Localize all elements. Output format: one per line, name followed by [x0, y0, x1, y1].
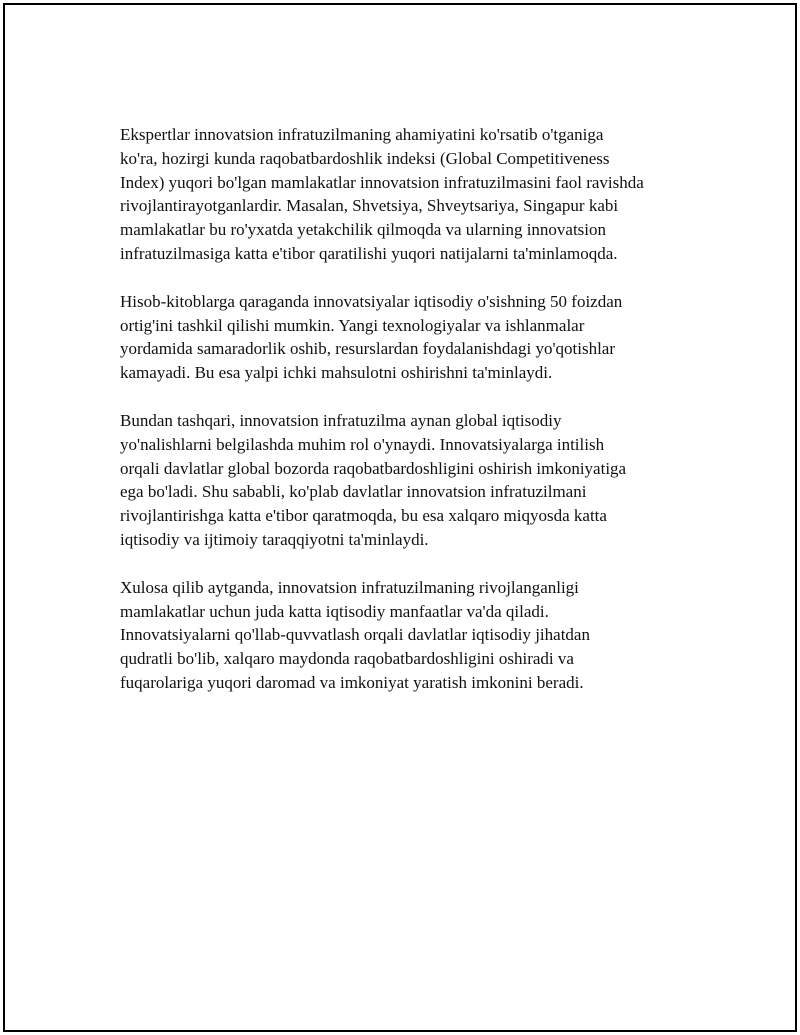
paragraph-3: Bundan tashqari, innovatsion infratuzilma aynan global iqtisodiy yo'nalishlarni belgilashda muhim rol o'ynaydi. Innovatsiyalarga intilish orqali davlatlar global bozorda raqobatbardoshligini oshirish imkoniyatiga ega bo'ladi. Shu sababli, ko'plab davlatlar innovatsion infratuzilmani rivojlantirishga katta e'tibor qaratmoqda, bu esa xalqaro miqyosda katta iqtisodiy va ijtimoiy taraqqiyotni ta'minlaydi.: [120, 410, 627, 549]
paragraph-1: Ekspertlar innovatsion infratuzilmaning ahamiyatini ko'rsatib o'tganiga ko'ra, hozirgi kunda raqobatbardoshlik indeksi (Global Competitiveness Index) yuqori bo'lgan mamlakatlar innovatsion infratuzilmasini faol ravishda rivojlantirayotganlardir. Masalan, Shvetsiya, Shveytsariya, Singapur kabi mamlakatlar bu ro'yxatda yetakchilik qilmoqda va ularning innovatsion infratuzilmasiga katta e'tibor qaratilishi yuqori natijalarni ta'minlamoqda.: [120, 125, 644, 263]
paragraph-4: Xulosa qilib aytganda, innovatsion infratuzilmaning rivojlanganligi mamlakatlar uchun juda katta iqtisodiy manfaatlar va'da qiladi. Innovatsiyalarni qo'llab-quvvatlash orqali davlatlar iqtisodiy jihatdan qudratli bo'lib, xalqaro maydonda raqobatbardoshligini oshiradi va fuqarolariga yuqori daromad va imkoniyat yaratish imkonini beradi.: [120, 577, 590, 692]
paragraph-2: Hisob-kitoblarga qaraganda innovatsiyalar iqtisodiy o'sishning 50 foizdan ortig'ini tashkil qilishi mumkin. Yangi texnologiyalar va ishlanmalar yordamida samaradorlik oshib, resurslardan foydalanishdagi yo'qotishlar kamayadi. Bu esa yalpi ichki mahsulotni oshirishni ta'minlaydi.: [120, 291, 623, 383]
document-body: [120, 123, 690, 719]
page-border: [3, 3, 797, 1032]
